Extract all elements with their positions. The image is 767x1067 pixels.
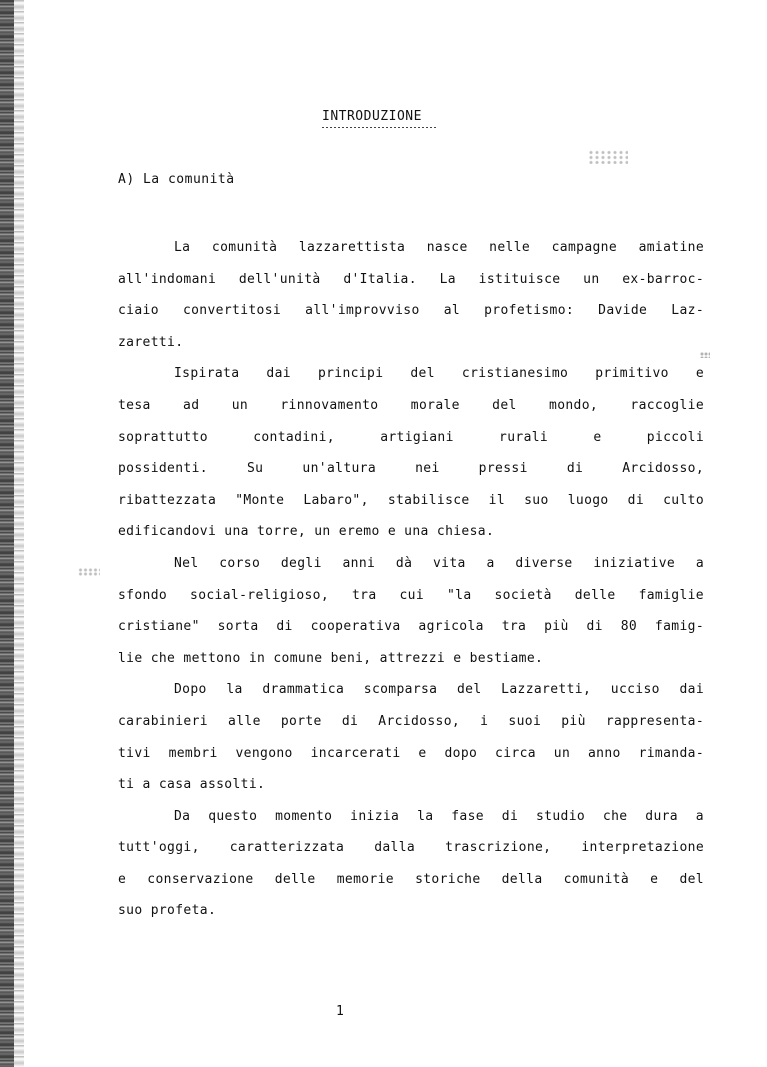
paragraph-line: tivi membri vengono incarcerati e dopo circa un anno rimanda- xyxy=(118,745,704,761)
section-heading: A) La comunità xyxy=(118,172,235,187)
paragraph-line: suo profeta. xyxy=(118,903,217,919)
paragraph-line: Dopo la drammatica scomparsa del Lazzaretti, ucciso dai xyxy=(174,682,704,698)
paragraph-line: all'indomani dell'unità d'Italia. La istituisce un ex-barroc- xyxy=(118,271,704,287)
paragraph-line: e conservazione delle memorie storiche della comunità e del xyxy=(118,871,704,887)
paragraph-line: tutt'oggi, caratterizzata dalla trascrizione, interpretazione xyxy=(118,840,704,856)
paragraph-line: lie che mettono in comune beni, attrezzi e bestiame. xyxy=(118,650,544,666)
paragraph-line: edificandovi una torre, un eremo e una chiesa. xyxy=(118,524,495,540)
scan-speck xyxy=(78,568,100,576)
title-underline xyxy=(322,127,438,128)
paragraph-line: zaretti. xyxy=(118,334,184,350)
body-text xyxy=(118,232,704,927)
paragraph-line: ribattezzata "Monte Labaro", stabilisce il suo luogo di culto xyxy=(118,492,704,508)
paragraph-line: Nel corso degli anni dà vita a diverse iniziative a xyxy=(174,555,704,571)
paragraph-line: soprattutto contadini, artigiani rurali e piccoli xyxy=(118,429,704,445)
paragraph-line: Da questo momento inizia la fase di studio che dura a xyxy=(174,808,704,824)
paragraph-line: sfondo social-religioso, tra cui "la società delle famiglie xyxy=(118,587,704,603)
paragraph-line: cristiane" sorta di cooperativa agricola tra più di 80 famig- xyxy=(118,619,704,635)
scan-speck xyxy=(588,150,628,164)
paragraph-line: La comunità lazzarettista nasce nelle campagne amiatine xyxy=(174,240,704,255)
paragraph-line: ciaio convertitosi all'improvviso al profetismo: Davide Laz- xyxy=(118,303,704,319)
paragraph-line: ti a casa assolti. xyxy=(118,777,266,793)
page-title: INTRODUZIONE xyxy=(322,109,422,124)
paragraph-line: possidenti. Su un'altura nei pressi di Arcidosso, xyxy=(118,461,704,477)
scan-edge-noise xyxy=(0,0,14,1067)
paragraph-line: tesa ad un rinnovamento morale del mondo, raccoglie xyxy=(118,397,704,413)
paragraph-line: Ispirata dai principi del cristianesimo primitivo e xyxy=(174,366,704,382)
paragraph-line: carabinieri alle porte di Arcidosso, i suoi più rappresenta- xyxy=(118,713,704,729)
page-number: 1 xyxy=(336,1004,344,1019)
